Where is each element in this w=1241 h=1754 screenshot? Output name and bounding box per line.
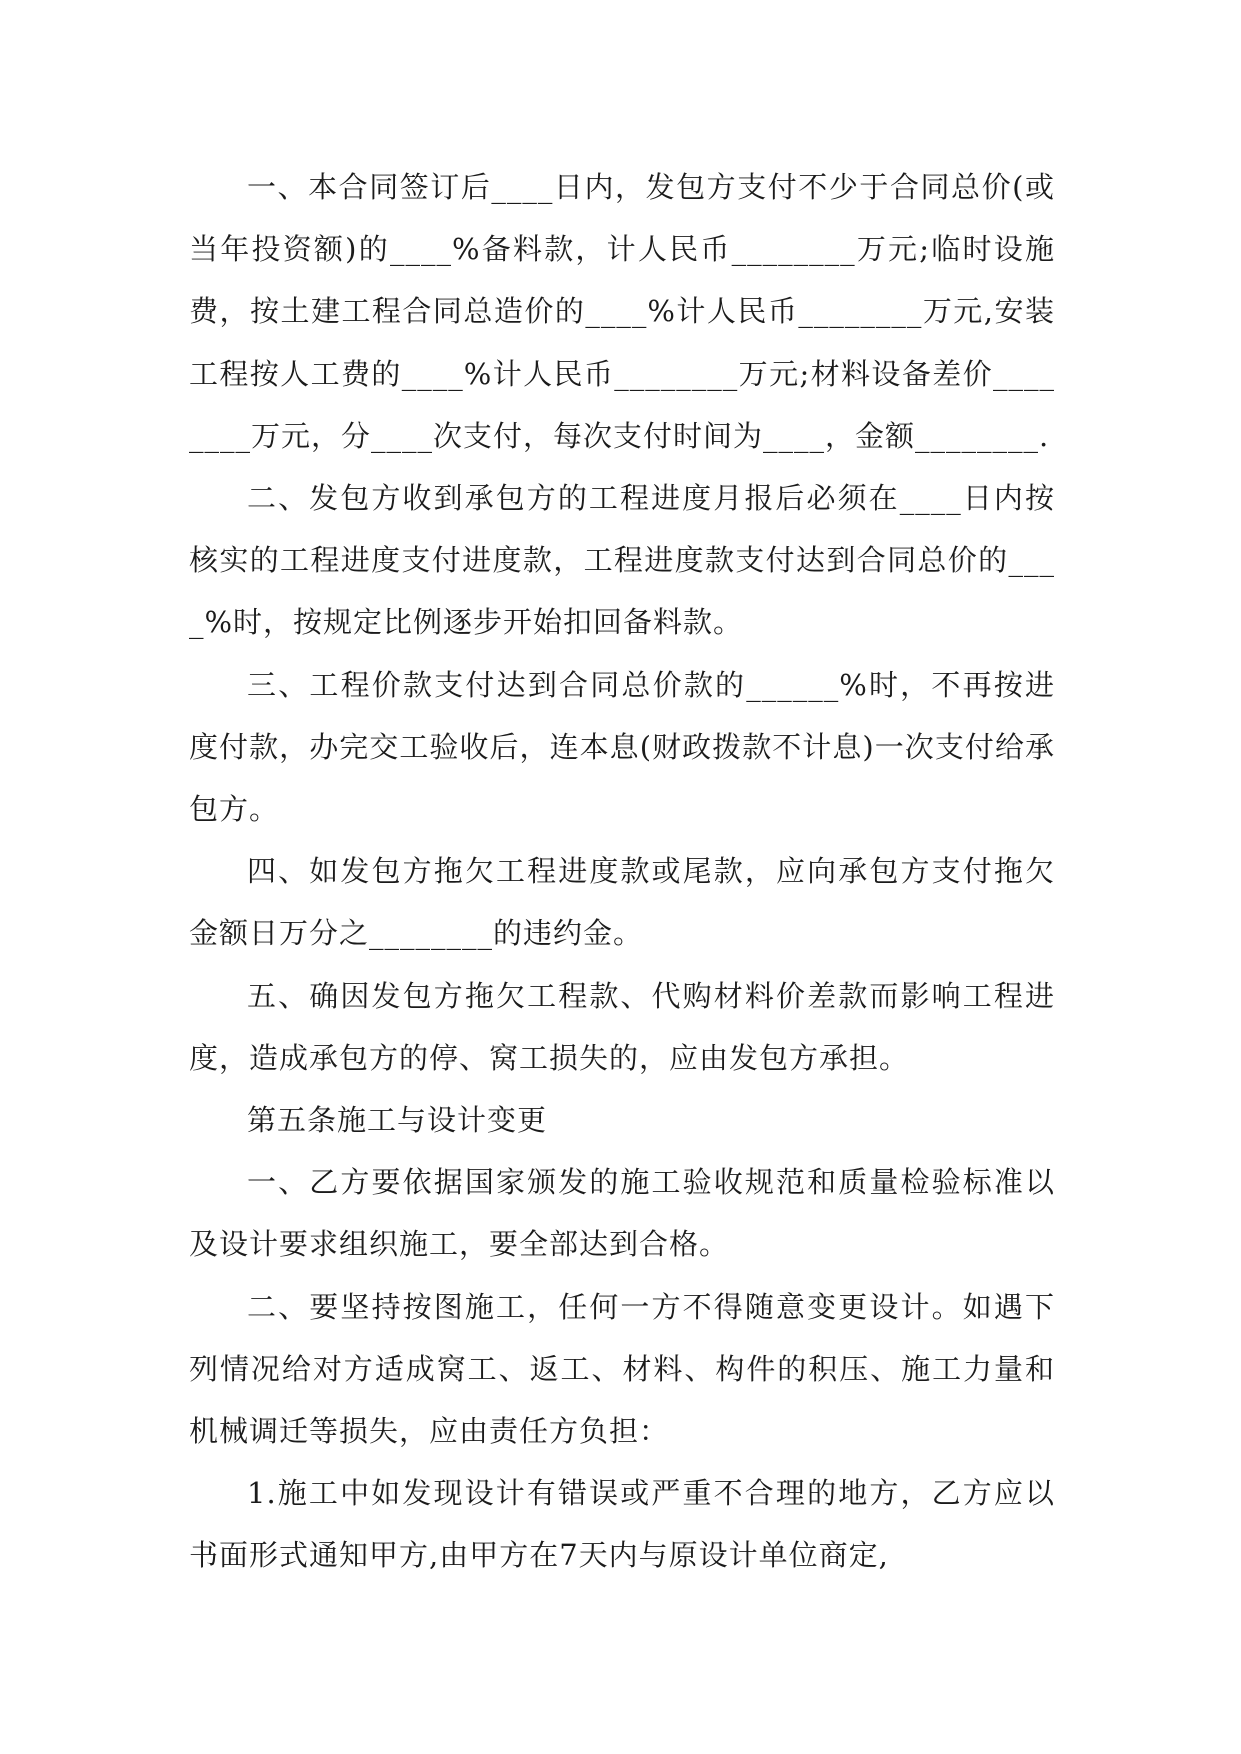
paragraph-payment-advance: 一、本合同签订后____日内，发包方支付不少于合同总价(或当年投资额)的____%备料款，计人民币________万元;临时设施费，按土建工程合同总造价的____%计人民币________万元,安装工程按人工费的____%计人民币________万元;材料设备差价________万元，分____次支付，每次支付时间为____，金额________. — [189, 170, 1055, 453]
paragraph-late-penalty: 四、如发包方拖欠工程进度款或尾款，应向承包方支付拖欠金额日万分之________的违约金。 — [189, 854, 1055, 951]
paragraph-construction-standards: 一、乙方要依据国家颁发的施工验收规范和质量检验标准以及设计要求组织施工，要全部达到合格。 — [189, 1165, 1055, 1262]
paragraph-progress-payment: 二、发包方收到承包方的工程进度月报后必须在____日内按核实的工程进度支付进度款，工程进度款支付达到合同总价的____%时，按规定比例逐步开始扣回备料款。 — [189, 481, 1055, 640]
document-body — [189, 156, 1055, 1587]
paragraph-design-changes: 二、要坚持按图施工，任何一方不得随意变更设计。如遇下列情况给对方适成窝工、返工、材料、构件的积压、施工力量和机械调迁等损失，应由责任方负担： — [189, 1289, 1055, 1449]
paragraph-design-errors: 1.施工中如发现设计有错误或严重不合理的地方，乙方应以书面形式通知甲方,由甲方在7天内与原设计单位商定, — [189, 1476, 1055, 1573]
paragraph-final-payment: 三、工程价款支付达到合同总价款的______%时，不再按进度付款，办完交工验收后，连本息(财政拨款不计息)一次支付给承包方。 — [189, 667, 1055, 827]
section-heading: 第五条施工与设计变更 — [247, 1103, 548, 1138]
paragraph-delay-loss: 五、确因发包方拖欠工程款、代购材料价差款而影响工程进度，造成承包方的停、窝工损失的，应由发包方承担。 — [189, 978, 1055, 1075]
